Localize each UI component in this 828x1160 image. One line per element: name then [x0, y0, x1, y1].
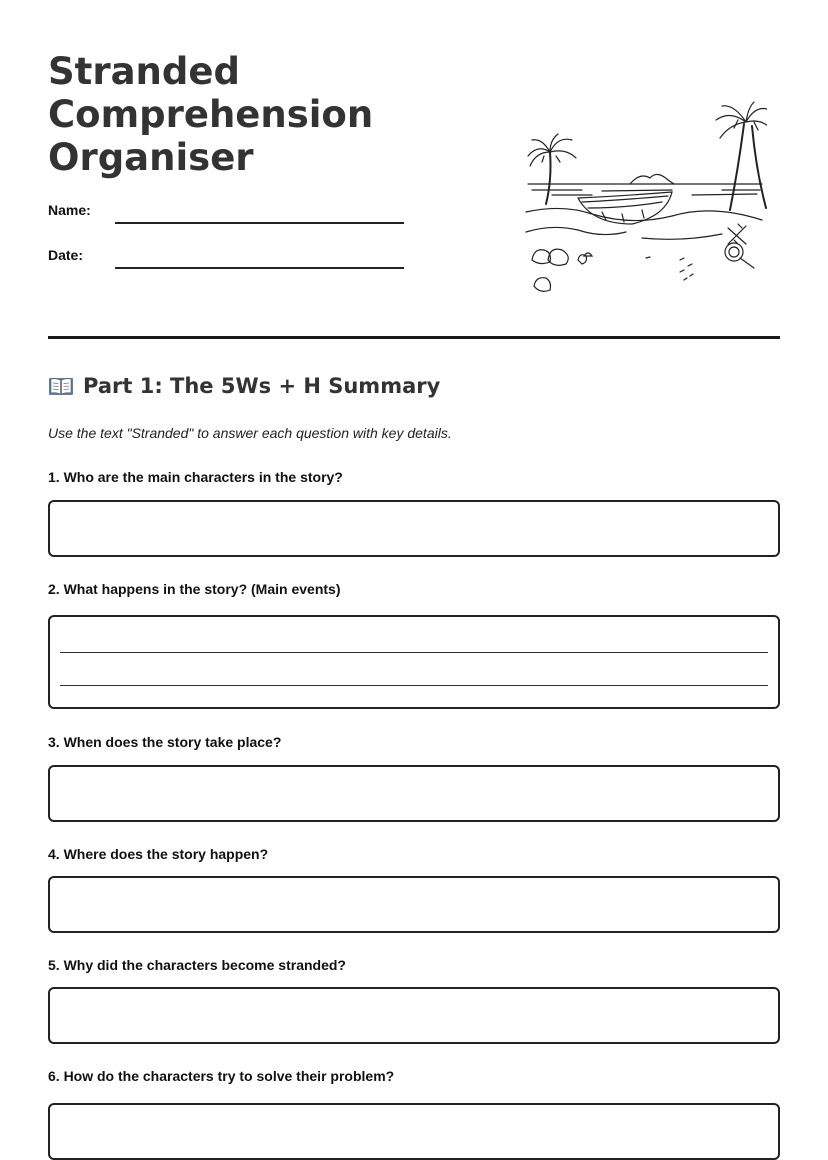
title-line: Stranded	[48, 50, 240, 93]
header-divider	[48, 336, 780, 339]
date-label: Date:	[48, 247, 84, 263]
date-field	[48, 245, 408, 275]
title-line: Organiser	[48, 136, 254, 179]
worksheet-header	[48, 0, 780, 340]
open-book-icon	[48, 375, 74, 397]
answer-box-what[interactable]	[48, 615, 780, 709]
worksheet-title	[48, 50, 448, 179]
answer-box-how[interactable]	[48, 1103, 780, 1160]
question-label: 2. What happens in the story? (Main events)	[48, 581, 341, 597]
date-input[interactable]	[115, 267, 404, 269]
answer-line	[60, 685, 768, 686]
question-label: 4. Where does the story happen?	[48, 846, 269, 862]
beach-island-illustration	[522, 100, 767, 300]
part1-heading	[48, 374, 440, 398]
title-line: Comprehension	[48, 93, 374, 136]
answer-box-why[interactable]	[48, 987, 780, 1044]
answer-box-where[interactable]	[48, 876, 780, 933]
question-label: 6. How do the characters try to solve their problem?	[48, 1068, 395, 1084]
question-label: 1. Who are the main characters in the story?	[48, 469, 343, 485]
question-label: 3. When does the story take place?	[48, 734, 282, 750]
part1-heading-text: Part 1: The 5Ws + H Summary	[83, 374, 441, 398]
answer-box-when[interactable]	[48, 765, 780, 822]
worksheet-page	[48, 0, 780, 1084]
name-field	[48, 200, 408, 230]
answer-line	[60, 652, 768, 653]
name-label: Name:	[48, 202, 91, 218]
name-input[interactable]	[115, 222, 404, 224]
answer-box-who[interactable]	[48, 500, 780, 557]
part1-instructions: Use the text "Stranded" to answer each question with key details.	[48, 425, 452, 441]
question-label: 5. Why did the characters become stranded?	[48, 957, 346, 973]
